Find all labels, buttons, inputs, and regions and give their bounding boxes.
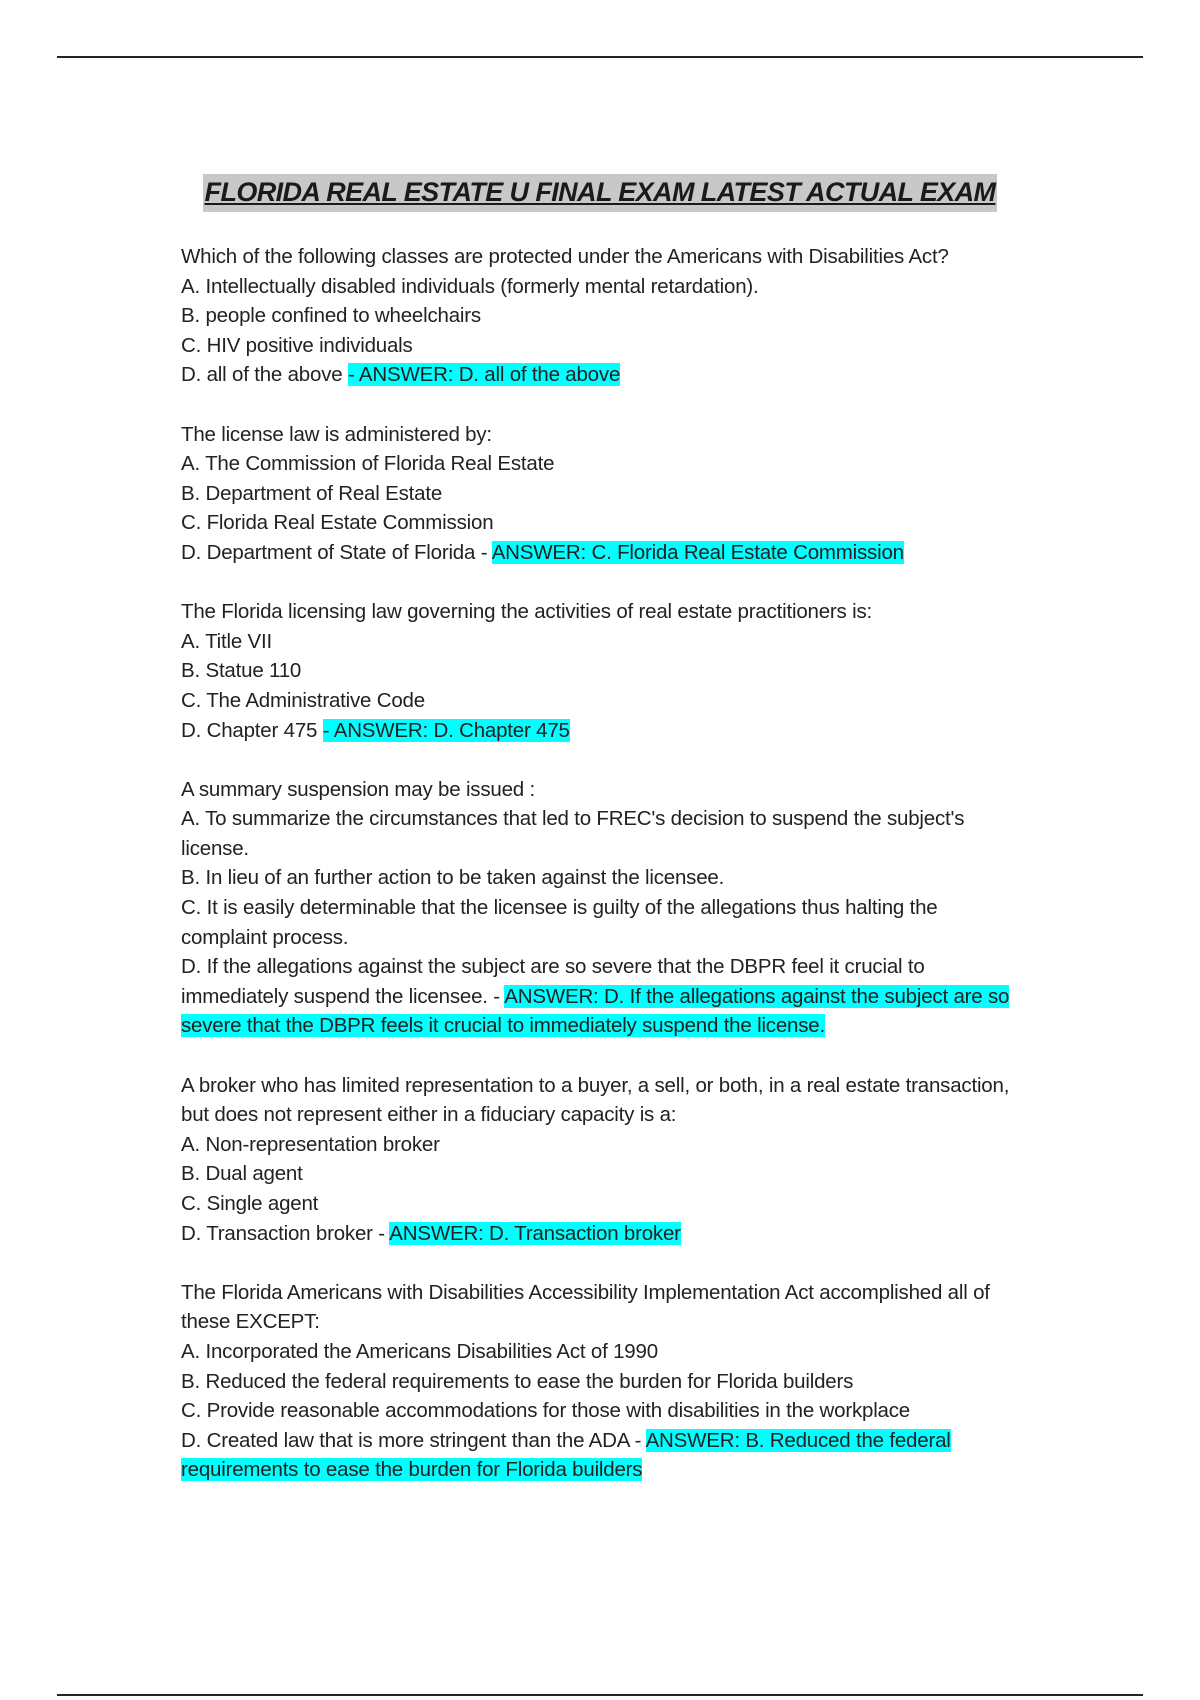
option-c: C. Single agent (181, 1192, 319, 1215)
option-d-line (181, 1426, 1011, 1485)
question-text: A broker who has limited representation to a buyer, a sell, or both, in a real estate transaction, but does not represent either in a fiduciary capacity is a: (181, 1073, 1010, 1127)
option-b: B. people confined to wheelchairs (181, 304, 481, 328)
option-d: D. Created law that is more stringent than the ADA - (181, 1428, 646, 1452)
option-a: A. The Commission of Florida Real Estate (181, 452, 555, 476)
question-text: Which of the following classes are protected under the Americans with Disabilities Act? (181, 245, 949, 268)
question-text: The Florida licensing law governing the activities of real estate practitioners is: (181, 600, 872, 624)
question-list (181, 242, 1011, 1515)
question-text: A summary suspension may be issued : (181, 777, 535, 801)
bottom-rule (57, 1694, 1143, 1696)
question-text: The Florida Americans with Disabilities Accessibility Implementation Act accomplished all of these EXCEPT: (181, 1280, 990, 1334)
answer-highlight: - ANSWER: D. Chapter 475 (322, 718, 570, 742)
option-d-line (181, 360, 1011, 390)
option-c: C. HIV positive individuals (181, 333, 413, 357)
option-c: C. Provide reasonable accommodations for those with disabilities in the workplace (181, 1399, 911, 1423)
answer-highlight: ANSWER: D. If the allegations against the subject are so severe that the DBPR feels it crucial to immediately suspend the license. (181, 984, 1010, 1038)
question-block (181, 597, 1011, 745)
option-d: D. Chapter 475 (181, 718, 323, 742)
question-block (181, 420, 1011, 568)
option-b: B. Statue 110 (181, 659, 302, 683)
top-rule (57, 56, 1143, 58)
option-d: D. Transaction broker - (181, 1221, 390, 1245)
option-d-line (181, 538, 1011, 568)
option-d-line (181, 952, 1011, 1041)
option-b: B. Reduced the federal requirements to ease the burden for Florida builders (181, 1369, 854, 1393)
option-c: C. Florida Real Estate Commission (181, 511, 494, 535)
option-a: A. Intellectually disabled individuals (formerly mental retardation). (181, 274, 759, 298)
option-d: D. If the allegations against the subject are so severe that the DBPR feel it crucial to immediately suspend the licensee. - (181, 955, 925, 1008)
option-a: A. Non-representation broker (181, 1132, 440, 1156)
question-block (181, 1071, 1011, 1249)
question-text: The license law is administered by: (181, 422, 492, 446)
option-c: C. The Administrative Code (181, 688, 425, 712)
question-block (181, 1278, 1011, 1485)
option-a: A. Incorporated the Americans Disabilities Act of 1990 (181, 1339, 658, 1363)
document-title: FLORIDA REAL ESTATE U FINAL EXAM LATEST ACTUAL EXAM (203, 174, 998, 212)
answer-highlight: - ANSWER: D. all of the above (347, 363, 621, 387)
option-c: C. It is easily determinable that the licensee is guilty of the allegations thus halting the complaint process. (181, 896, 938, 949)
option-d-line (181, 1219, 1011, 1249)
option-d: D. Department of State of Florida - (181, 540, 492, 564)
option-b: B. In lieu of an further action to be taken against the licensee. (181, 866, 725, 890)
option-d-line (181, 716, 1011, 746)
question-block (181, 242, 1011, 390)
title-container (0, 174, 1200, 212)
answer-highlight: ANSWER: C. Florida Real Estate Commission (491, 540, 904, 564)
answer-highlight: ANSWER: B. Reduced the federal requirements to ease the burden for Florida builders (181, 1428, 951, 1482)
option-b: B. Dual agent (181, 1162, 303, 1186)
option-a: A. To summarize the circumstances that led to FREC's decision to suspend the subject's license. (181, 807, 965, 860)
option-a: A. Title VII (181, 629, 273, 653)
question-block (181, 775, 1011, 1041)
answer-highlight: ANSWER: D. Transaction broker (389, 1221, 681, 1245)
option-b: B. Department of Real Estate (181, 481, 443, 505)
option-d: D. all of the above (181, 363, 348, 387)
